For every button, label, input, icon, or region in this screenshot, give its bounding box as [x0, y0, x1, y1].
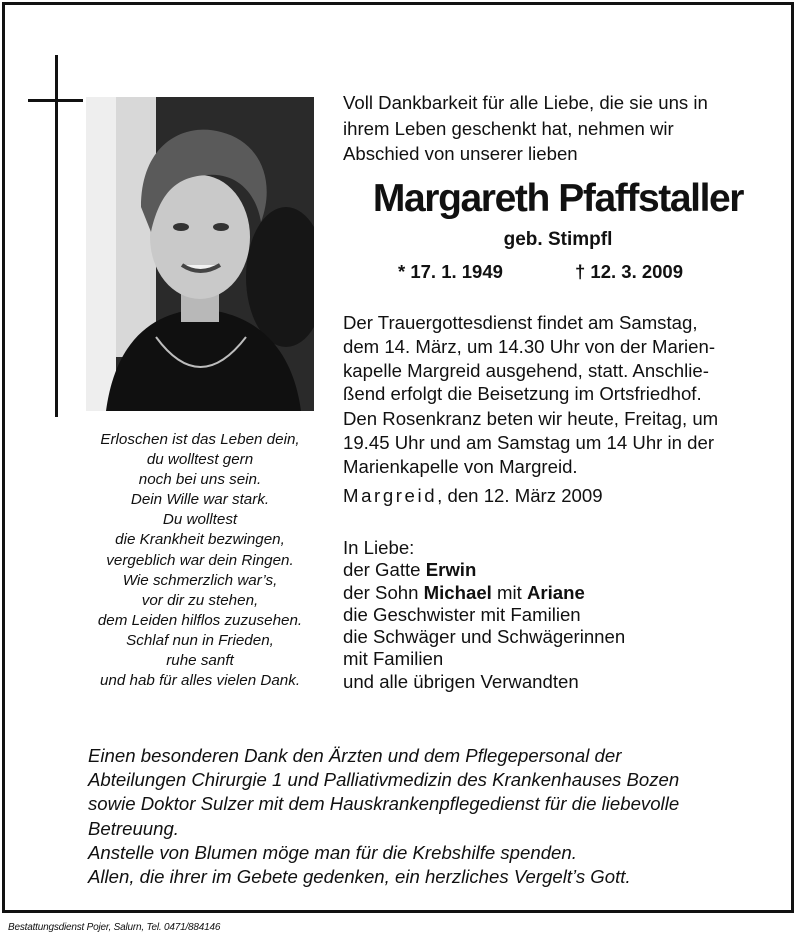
birth-date: * 17. 1. 1949: [398, 261, 503, 282]
service-line: dem 14. März, um 14.30 Uhr von der Marien-: [343, 335, 716, 357]
spouse-name: Erwin: [425, 559, 477, 581]
mourners-list: [343, 537, 771, 693]
thanks-line: Allen, die ihrer im Gebete gedenken, ein herzliches Vergelt’s Gott.: [88, 866, 631, 888]
rosary-line: 19.45 Uhr und am Samstag um 14 Uhr in der: [343, 431, 715, 453]
mourner-line: mit Familien: [343, 648, 444, 670]
deceased-name: Margareth Pfaffstaller: [372, 177, 744, 220]
portrait-photo: [86, 97, 314, 411]
intro-text: [343, 90, 771, 167]
poem-line: Wie schmerzlich war’s,: [122, 571, 278, 589]
poem-line: du wolltest gern: [146, 451, 254, 469]
rosary-line: Den Rosenkranz beten wir heute, Freitag, um: [343, 408, 719, 429]
poem-line: dem Leiden hilflos zuzusehen.: [97, 611, 303, 629]
rosary-text: [343, 407, 771, 478]
cross-horizontal-bar: [28, 99, 83, 102]
mourner-line: die Schwäger und Schwägerinnen: [343, 626, 626, 648]
mourner-line: und alle übrigen Verwandten: [343, 670, 579, 692]
service-line: ßend erfolgt die Beisetzung im Ortsfriedhof.: [343, 383, 702, 405]
thanks-text: [88, 744, 772, 889]
intro-line: Voll Dankbarkeit für alle Liebe, die sie uns in: [343, 92, 708, 113]
thanks-line: Abteilungen Chirurgie 1 und Palliativmedizin des Krankenhauses Bozen: [88, 769, 680, 791]
poem-line: Du wolltest: [162, 511, 238, 529]
thanks-line: sowie Doktor Sulzer mit dem Hauskrankenpflegedienst für die liebevolle: [88, 793, 680, 815]
cross-vertical-bar: [55, 55, 58, 417]
poem-line: Erloschen ist das Leben dein,: [100, 431, 300, 448]
place-and-date: [343, 485, 603, 507]
funeral-service-text: [343, 311, 771, 406]
son-name: Michael: [423, 581, 492, 603]
poem-line: Dein Wille war stark.: [130, 491, 270, 509]
poem-line: vergeblich war dein Ringen.: [106, 551, 294, 569]
mourners-heading: In Liebe:: [343, 537, 415, 558]
thanks-line: Betreuung.: [88, 817, 179, 839]
place-name: Margreid: [343, 485, 438, 506]
poem-line: Schlaf nun in Frieden,: [126, 631, 274, 649]
poem-line: noch bei uns sein.: [138, 471, 262, 489]
notice-date: , den 12. März 2009: [437, 485, 603, 506]
mourner-spouse: der Gatte Erwin: [343, 559, 477, 581]
intro-line: ihrem Leben geschenkt hat, nehmen wir: [343, 117, 674, 139]
service-line: Der Trauergottesdienst findet am Samstag,: [343, 312, 698, 333]
service-line: kapelle Margreid ausgehend, statt. Anschlie-: [343, 359, 709, 381]
funeral-service-credit: Bestattungsdienst Pojer, Salurn, Tel. 0471/884146: [8, 922, 221, 933]
maiden-name: geb. Stimpfl: [503, 229, 613, 250]
rosary-line: Marienkapelle von Margreid.: [343, 455, 578, 477]
poem-line: vor dir zu stehen,: [141, 591, 259, 609]
death-date: † 12. 3. 2009: [575, 261, 684, 282]
mourner-son: der Sohn Michael mit Ariane: [343, 581, 585, 603]
mourner-line: die Geschwister mit Familien: [343, 603, 581, 625]
thanks-line: Einen besonderen Dank den Ärzten und dem Pflegepersonal der: [88, 745, 622, 766]
memorial-poem: [80, 430, 320, 691]
son-partner-name: Ariane: [526, 581, 585, 603]
portrait-illustration: [86, 97, 314, 411]
poem-line: und hab für alles vielen Dank.: [99, 672, 301, 690]
poem-line: ruhe sanft: [166, 652, 234, 670]
poem-line: die Krankheit bezwingen,: [115, 531, 285, 549]
intro-line: Abschied von unserer lieben: [343, 143, 578, 164]
thanks-line: Anstelle von Blumen möge man für die Krebshilfe spenden.: [88, 841, 577, 863]
